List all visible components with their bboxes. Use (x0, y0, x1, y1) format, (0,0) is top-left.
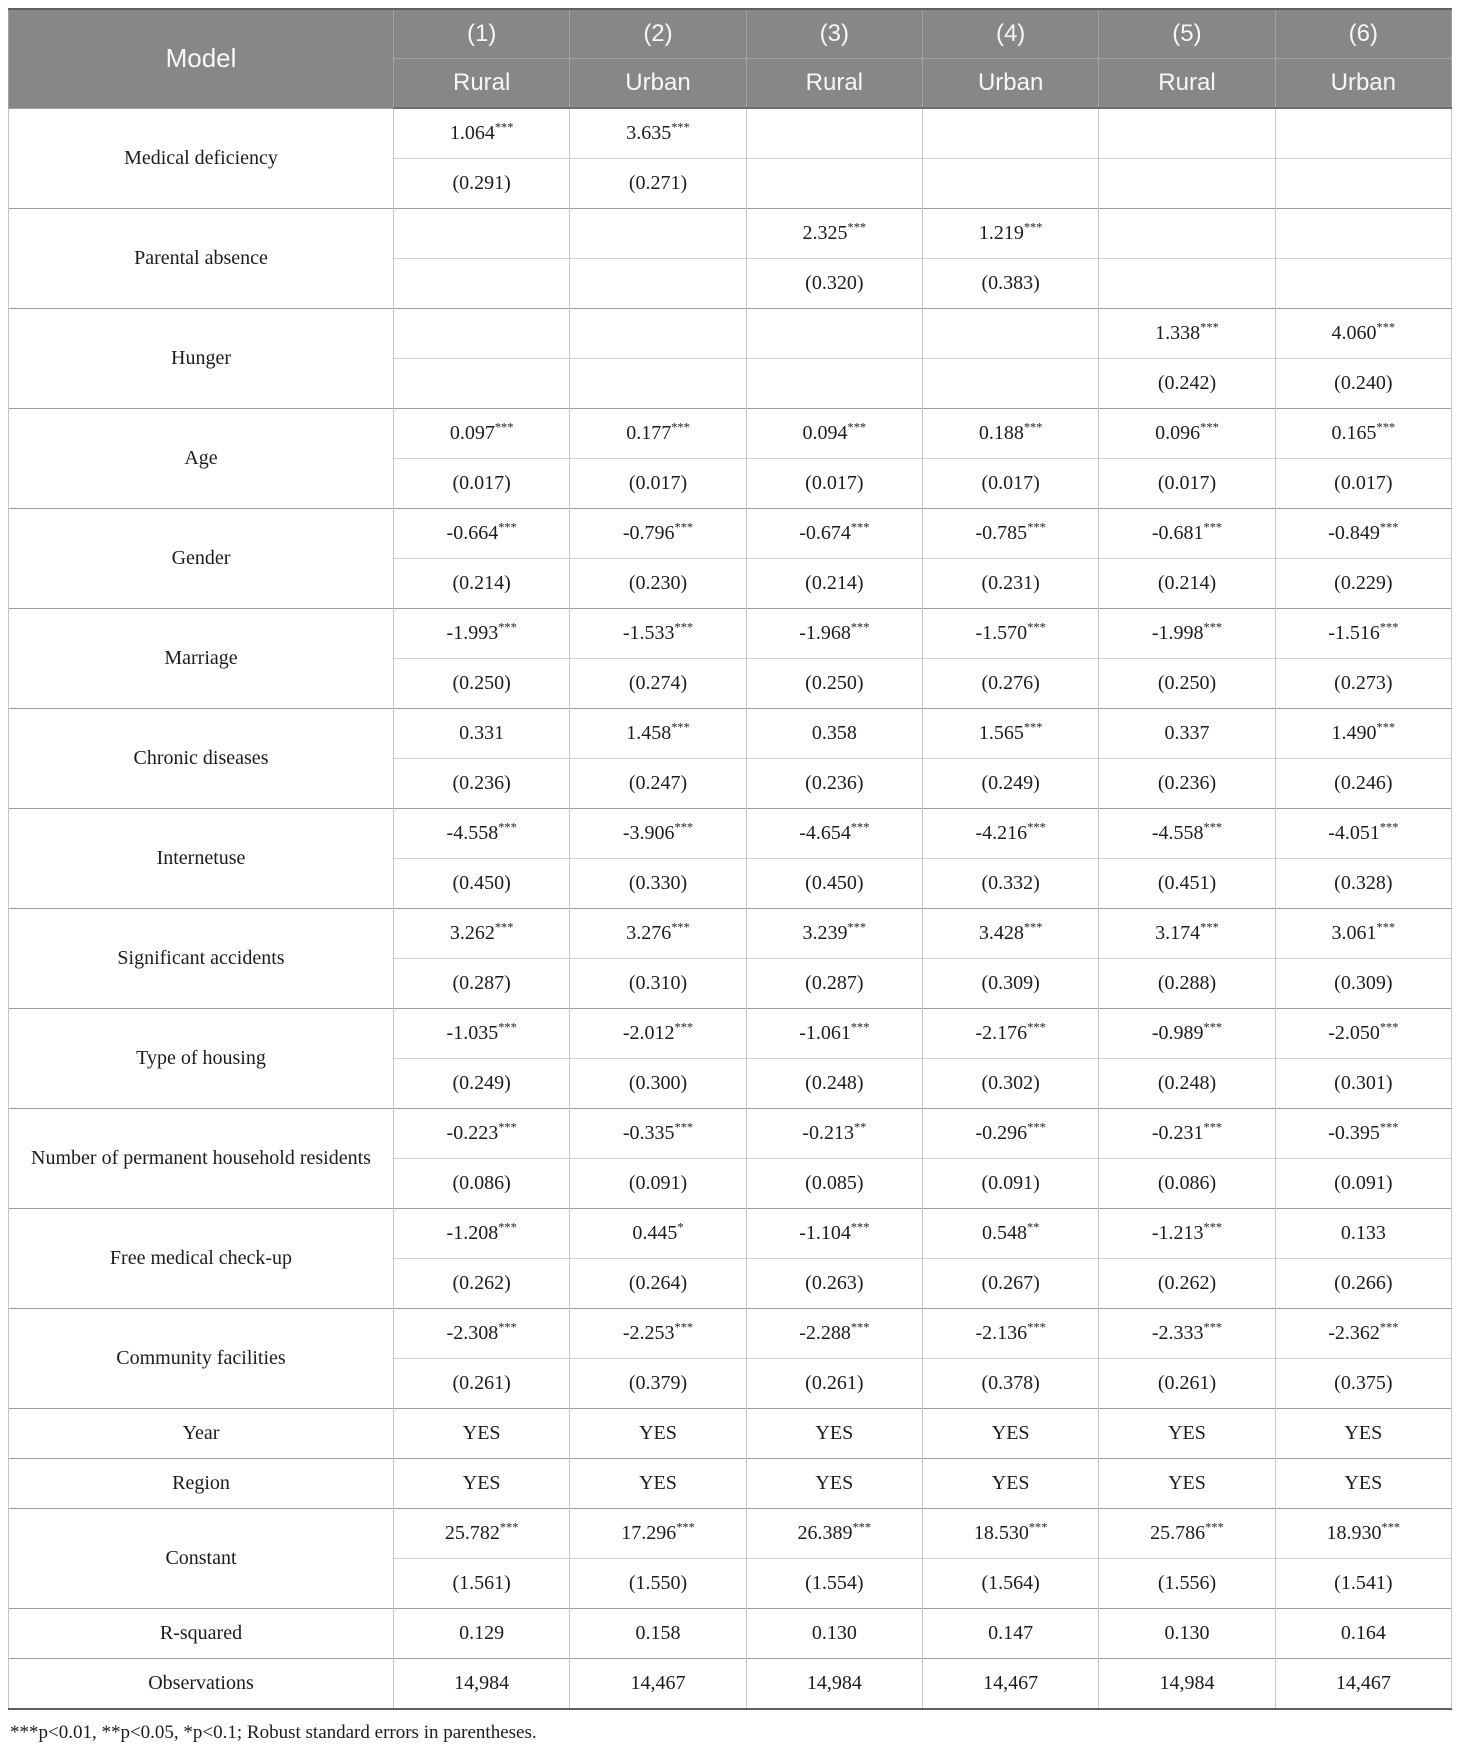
se-cell (1275, 259, 1451, 309)
se-cell: (1.554) (746, 1559, 922, 1609)
table-header (9, 9, 1452, 108)
se-cell: (0.450) (746, 859, 922, 909)
row-label: Region (9, 1459, 394, 1509)
se-cell: (0.310) (570, 959, 746, 1009)
table-body (9, 108, 1452, 1709)
value-cell: YES (394, 1459, 570, 1509)
coef-cell: 1.219*** (922, 209, 1098, 259)
se-cell (1099, 159, 1275, 209)
coef-cell: -4.558*** (394, 809, 570, 859)
row-label: Type of housing (9, 1009, 394, 1109)
se-cell: (0.261) (1099, 1359, 1275, 1409)
row-label: R-squared (9, 1609, 394, 1659)
se-cell: (0.261) (394, 1359, 570, 1409)
coef-cell: -1.516*** (1275, 609, 1451, 659)
se-cell: (0.017) (746, 459, 922, 509)
area-header-cell: Urban (922, 59, 1098, 109)
coef-cell: -0.989*** (1099, 1009, 1275, 1059)
se-cell: (0.242) (1099, 359, 1275, 409)
coef-cell: 0.096*** (1099, 409, 1275, 459)
table-row (9, 1309, 1452, 1359)
se-cell (1275, 159, 1451, 209)
coef-cell: -0.796*** (570, 509, 746, 559)
row-label: Chronic diseases (9, 709, 394, 809)
se-cell: (0.378) (922, 1359, 1098, 1409)
coef-cell: 0.097*** (394, 409, 570, 459)
coef-cell: 25.782*** (394, 1509, 570, 1559)
se-cell: (0.086) (1099, 1159, 1275, 1209)
se-cell: (1.550) (570, 1559, 746, 1609)
area-header-cell: Urban (570, 59, 746, 109)
coef-cell: 3.276*** (570, 909, 746, 959)
se-cell: (0.309) (1275, 959, 1451, 1009)
model-header-cell: Model (9, 9, 394, 108)
row-label: Marriage (9, 609, 394, 709)
se-cell: (0.287) (746, 959, 922, 1009)
coef-cell: -3.906*** (570, 809, 746, 859)
se-cell: (0.248) (1099, 1059, 1275, 1109)
se-cell: (1.541) (1275, 1559, 1451, 1609)
value-cell: YES (746, 1409, 922, 1459)
coef-cell: 0.337 (1099, 709, 1275, 759)
se-cell: (0.261) (746, 1359, 922, 1409)
table-row (9, 209, 1452, 259)
value-cell: 0.158 (570, 1609, 746, 1659)
coef-cell: -4.558*** (1099, 809, 1275, 859)
coef-cell: 1.565*** (922, 709, 1098, 759)
model-number-cell: (2) (570, 9, 746, 59)
row-label: Significant accidents (9, 909, 394, 1009)
se-cell: (0.276) (922, 659, 1098, 709)
coef-cell: -0.785*** (922, 509, 1098, 559)
se-cell: (0.236) (1099, 759, 1275, 809)
se-cell: (0.236) (394, 759, 570, 809)
area-header-cell: Rural (1099, 59, 1275, 109)
coef-cell: 1.064*** (394, 108, 570, 159)
se-cell: (0.450) (394, 859, 570, 909)
coef-cell (746, 108, 922, 159)
table-row (9, 108, 1452, 159)
se-cell: (0.301) (1275, 1059, 1451, 1109)
coef-cell: -1.993*** (394, 609, 570, 659)
model-number-cell: (3) (746, 9, 922, 59)
row-label: Hunger (9, 309, 394, 409)
row-label: Constant (9, 1509, 394, 1609)
table-row (9, 1009, 1452, 1059)
se-cell (394, 259, 570, 309)
se-cell: (0.214) (394, 559, 570, 609)
se-cell: (0.214) (746, 559, 922, 609)
value-cell: 0.130 (746, 1609, 922, 1659)
se-cell: (0.091) (1275, 1159, 1451, 1209)
se-cell: (0.086) (394, 1159, 570, 1209)
row-label: Observations (9, 1659, 394, 1710)
coef-cell: -0.213** (746, 1109, 922, 1159)
coef-cell: -2.136*** (922, 1309, 1098, 1359)
se-cell: (0.383) (922, 259, 1098, 309)
value-cell: 14,467 (922, 1659, 1098, 1710)
coef-cell: 3.174*** (1099, 909, 1275, 959)
se-cell: (0.300) (570, 1059, 746, 1109)
coef-cell: -1.035*** (394, 1009, 570, 1059)
table-row (9, 709, 1452, 759)
coef-cell: -4.216*** (922, 809, 1098, 859)
se-cell: (0.017) (1099, 459, 1275, 509)
coef-cell: 3.635*** (570, 108, 746, 159)
coef-cell: 3.262*** (394, 909, 570, 959)
row-label: Community facilities (9, 1309, 394, 1409)
se-cell: (0.302) (922, 1059, 1098, 1109)
se-cell (394, 359, 570, 409)
se-cell: (1.564) (922, 1559, 1098, 1609)
regression-results-table (8, 8, 1452, 1710)
value-cell: YES (570, 1409, 746, 1459)
se-cell: (0.249) (394, 1059, 570, 1109)
value-cell: 14,467 (1275, 1659, 1451, 1710)
table-row (9, 309, 1452, 359)
table-row (9, 1609, 1452, 1659)
value-cell: 0.130 (1099, 1609, 1275, 1659)
area-header-cell: Rural (746, 59, 922, 109)
model-number-cell: (4) (922, 9, 1098, 59)
se-cell: (0.250) (1099, 659, 1275, 709)
se-cell: (0.320) (746, 259, 922, 309)
row-label: Parental absence (9, 209, 394, 309)
se-cell: (0.266) (1275, 1259, 1451, 1309)
table-row (9, 409, 1452, 459)
table-row (9, 1659, 1452, 1710)
coef-cell (1099, 108, 1275, 159)
coef-cell: -1.061*** (746, 1009, 922, 1059)
coef-cell: 0.094*** (746, 409, 922, 459)
coef-cell: 3.061*** (1275, 909, 1451, 959)
row-label: Medical deficiency (9, 108, 394, 209)
value-cell: YES (746, 1459, 922, 1509)
coef-cell: 1.338*** (1099, 309, 1275, 359)
coef-cell: -0.664*** (394, 509, 570, 559)
se-cell: (0.091) (922, 1159, 1098, 1209)
se-cell: (0.231) (922, 559, 1098, 609)
table-row (9, 809, 1452, 859)
coef-cell: -0.674*** (746, 509, 922, 559)
coef-cell: 2.325*** (746, 209, 922, 259)
se-cell: (0.262) (1099, 1259, 1275, 1309)
se-cell: (0.017) (1275, 459, 1451, 509)
se-cell: (0.249) (922, 759, 1098, 809)
coef-cell: -2.333*** (1099, 1309, 1275, 1359)
se-cell: (0.262) (394, 1259, 570, 1309)
se-cell (746, 359, 922, 409)
coef-cell: -4.654*** (746, 809, 922, 859)
coef-cell: 0.177*** (570, 409, 746, 459)
coef-cell: 18.930*** (1275, 1509, 1451, 1559)
coef-cell: -0.296*** (922, 1109, 1098, 1159)
coef-cell: -0.231*** (1099, 1109, 1275, 1159)
se-cell: (0.328) (1275, 859, 1451, 909)
se-cell: (0.267) (922, 1259, 1098, 1309)
model-number-cell: (6) (1275, 9, 1451, 59)
coef-cell: -0.849*** (1275, 509, 1451, 559)
coef-cell: 0.188*** (922, 409, 1098, 459)
se-cell: (0.287) (394, 959, 570, 1009)
area-header-cell: Urban (1275, 59, 1451, 109)
value-cell: 0.129 (394, 1609, 570, 1659)
se-cell: (0.332) (922, 859, 1098, 909)
coef-cell: 0.133 (1275, 1209, 1451, 1259)
se-cell: (0.017) (922, 459, 1098, 509)
header-row-model-numbers (9, 9, 1452, 59)
row-label: Number of permanent household residents (9, 1109, 394, 1209)
se-cell: (0.017) (570, 459, 746, 509)
coef-cell: -1.570*** (922, 609, 1098, 659)
row-label: Age (9, 409, 394, 509)
se-cell: (0.250) (394, 659, 570, 709)
se-cell: (0.229) (1275, 559, 1451, 609)
area-header-cell: Rural (394, 59, 570, 109)
value-cell: YES (1099, 1459, 1275, 1509)
se-cell: (0.240) (1275, 359, 1451, 409)
coef-cell: -2.362*** (1275, 1309, 1451, 1359)
coef-cell: -2.012*** (570, 1009, 746, 1059)
se-cell (746, 159, 922, 209)
se-cell: (0.288) (1099, 959, 1275, 1009)
coef-cell: -1.998*** (1099, 609, 1275, 659)
coef-cell: -0.395*** (1275, 1109, 1451, 1159)
coef-cell: -0.681*** (1099, 509, 1275, 559)
value-cell: YES (922, 1459, 1098, 1509)
se-cell: (0.273) (1275, 659, 1451, 709)
se-cell (922, 359, 1098, 409)
table-row (9, 1109, 1452, 1159)
coef-cell (922, 309, 1098, 359)
coef-cell: -0.223*** (394, 1109, 570, 1159)
coef-cell (570, 309, 746, 359)
row-label: Gender (9, 509, 394, 609)
value-cell: 14,984 (1099, 1659, 1275, 1710)
se-cell: (0.091) (570, 1159, 746, 1209)
se-cell: (0.451) (1099, 859, 1275, 909)
model-number-cell: (5) (1099, 9, 1275, 59)
coef-cell: 4.060*** (1275, 309, 1451, 359)
coef-cell: -0.335*** (570, 1109, 746, 1159)
coef-cell: 0.358 (746, 709, 922, 759)
coef-cell (1275, 209, 1451, 259)
value-cell: YES (922, 1409, 1098, 1459)
value-cell: YES (1099, 1409, 1275, 1459)
table-row (9, 909, 1452, 959)
se-cell: (0.274) (570, 659, 746, 709)
se-cell: (0.248) (746, 1059, 922, 1109)
se-cell: (0.263) (746, 1259, 922, 1309)
se-cell (570, 359, 746, 409)
se-cell: (0.271) (570, 159, 746, 209)
coef-cell: -1.968*** (746, 609, 922, 659)
coef-cell: 1.490*** (1275, 709, 1451, 759)
table-row (9, 1409, 1452, 1459)
value-cell: 0.147 (922, 1609, 1098, 1659)
table-row (9, 1209, 1452, 1259)
coef-cell: 0.548** (922, 1209, 1098, 1259)
coef-cell: -2.050*** (1275, 1009, 1451, 1059)
se-cell: (0.247) (570, 759, 746, 809)
se-cell: (0.230) (570, 559, 746, 609)
se-cell: (0.264) (570, 1259, 746, 1309)
coef-cell: 25.786*** (1099, 1509, 1275, 1559)
coef-cell (394, 309, 570, 359)
coef-cell (1099, 209, 1275, 259)
value-cell: 0.164 (1275, 1609, 1451, 1659)
coef-cell: -4.051*** (1275, 809, 1451, 859)
coef-cell: 0.165*** (1275, 409, 1451, 459)
se-cell (922, 159, 1098, 209)
coef-cell: 3.428*** (922, 909, 1098, 959)
row-label: Internetuse (9, 809, 394, 909)
value-cell: YES (394, 1409, 570, 1459)
row-label: Year (9, 1409, 394, 1459)
table-row (9, 1459, 1452, 1509)
coef-cell: 26.389*** (746, 1509, 922, 1559)
se-cell: (0.250) (746, 659, 922, 709)
coef-cell: 3.239*** (746, 909, 922, 959)
coef-cell (570, 209, 746, 259)
se-cell: (0.246) (1275, 759, 1451, 809)
se-cell (1099, 259, 1275, 309)
se-cell: (0.330) (570, 859, 746, 909)
se-cell: (0.214) (1099, 559, 1275, 609)
value-cell: YES (1275, 1459, 1451, 1509)
se-cell: (0.017) (394, 459, 570, 509)
value-cell: 14,984 (746, 1659, 922, 1710)
se-cell: (0.236) (746, 759, 922, 809)
table-row (9, 1509, 1452, 1559)
model-number-cell: (1) (394, 9, 570, 59)
se-cell: (0.309) (922, 959, 1098, 1009)
value-cell: YES (570, 1459, 746, 1509)
se-cell: (1.561) (394, 1559, 570, 1609)
coef-cell: 0.331 (394, 709, 570, 759)
coef-cell: -2.288*** (746, 1309, 922, 1359)
coef-cell: 18.530*** (922, 1509, 1098, 1559)
coef-cell (394, 209, 570, 259)
row-label: Free medical check-up (9, 1209, 394, 1309)
se-cell: (0.375) (1275, 1359, 1451, 1409)
se-cell: (0.291) (394, 159, 570, 209)
coef-cell: 17.296*** (570, 1509, 746, 1559)
se-cell: (0.085) (746, 1159, 922, 1209)
table-footnote: ***p<0.01, **p<0.05, *p<0.1; Robust standard errors in parentheses. (10, 1722, 537, 1743)
coef-cell: -2.308*** (394, 1309, 570, 1359)
value-cell: 14,984 (394, 1659, 570, 1710)
coef-cell (746, 309, 922, 359)
coef-cell: 1.458*** (570, 709, 746, 759)
table-row (9, 509, 1452, 559)
coef-cell: -1.208*** (394, 1209, 570, 1259)
coef-cell: 0.445* (570, 1209, 746, 1259)
coef-cell: -1.104*** (746, 1209, 922, 1259)
value-cell: 14,467 (570, 1659, 746, 1710)
coef-cell: -1.533*** (570, 609, 746, 659)
value-cell: YES (1275, 1409, 1451, 1459)
coef-cell: -2.176*** (922, 1009, 1098, 1059)
coef-cell (1275, 108, 1451, 159)
se-cell: (1.556) (1099, 1559, 1275, 1609)
se-cell: (0.379) (570, 1359, 746, 1409)
coef-cell: -2.253*** (570, 1309, 746, 1359)
se-cell (570, 259, 746, 309)
coef-cell: -1.213*** (1099, 1209, 1275, 1259)
coef-cell (922, 108, 1098, 159)
table-row (9, 609, 1452, 659)
